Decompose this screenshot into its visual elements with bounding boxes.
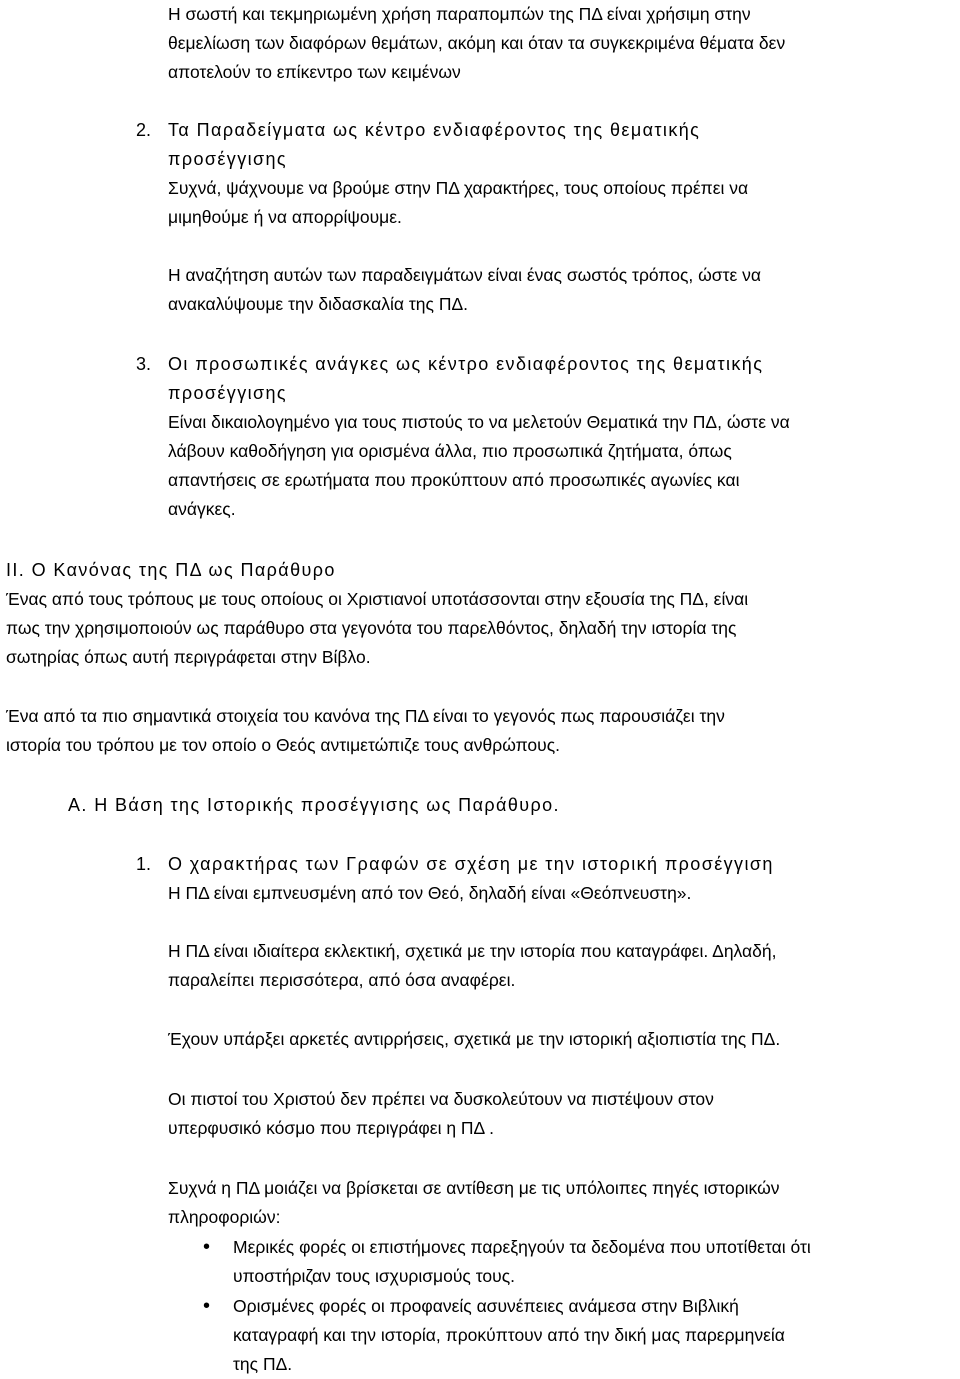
paragraph-line: Έχουν υπάρξει αρκετές αντιρρήσεις, σχετικά με την ιστορική αξιοπιστία της ΠΔ.: [168, 1029, 781, 1049]
intro-line: θεμελίωση των διαφόρων θεμάτων, ακόμη και όταν τα συγκεκριμένα θέματα δεν: [168, 33, 786, 53]
paragraph-line: Η αναζήτηση αυτών των παραδειγμάτων είναι ένας σωστός τρόπος, ώστε να: [168, 265, 762, 285]
item-heading: προσέγγισης: [168, 383, 287, 403]
list-number: 2.: [136, 120, 152, 140]
paragraph-line: Συχνά η ΠΔ μοιάζει να βρίσκεται σε αντίθεση με τις υπόλοιπες πηγές ιστορικών: [168, 1178, 780, 1198]
intro-line: αποτελούν το επίκεντρο των κειμένων: [168, 62, 461, 82]
list-item-line: υποστήριζαν τους ισχυρισμούς τους.: [233, 1266, 515, 1286]
paragraph-line: ανάγκες.: [168, 499, 236, 519]
paragraph-line: Οι πιστοί του Χριστού δεν πρέπει να δυσκολεύτουν να πιστέψουν στον: [168, 1089, 714, 1109]
list-item-line: Ορισμένες φορές οι προφανείς ασυνέπειες ανάμεσα στην Βιβλική: [233, 1296, 739, 1316]
section-heading: ΙΙ. Ο Κανόνας της ΠΔ ως Παράθυρο: [6, 560, 336, 580]
item-heading: προσέγγισης: [168, 149, 287, 169]
subsection-heading: Α. Η Βάση της Ιστορικής προσέγγισης ως Παράθυρο.: [68, 795, 560, 815]
paragraph-line: μιμηθούμε ή να απορρίψουμε.: [168, 207, 402, 227]
paragraph-line: πως την χρησιμοποιούν ως παράθυρο στα γεγονότα του παρελθόντος, δηλαδή την ιστορία της: [6, 618, 737, 638]
paragraph-line: ιστορία του τρόπου με τον οποίο ο Θεός αντιμετώπιζε τους ανθρώπους.: [6, 735, 561, 755]
paragraph-line: σωτηρίας όπως αυτή περιγράφεται στην Βίβλο.: [6, 647, 371, 667]
paragraph-line: Ένας από τους τρόπους με τους οποίους οι Χριστιανοί υποτάσσονται στην εξουσία της ΠΔ, είναι: [6, 589, 749, 609]
paragraph-line: ανακαλύψουμε την διδασκαλία της ΠΔ.: [168, 294, 469, 314]
paragraph-line: Η ΠΔ είναι εμπνευσμένη από τον Θεό, δηλαδή είναι «Θεόπνευστη».: [168, 883, 692, 903]
list-number: 3.: [136, 354, 152, 374]
bullet-glyph: •: [203, 1236, 211, 1258]
list-item-line: της ΠΔ.: [233, 1354, 293, 1374]
item-heading: Ο χαρακτήρας των Γραφών σε σχέση με την ιστορική προσέγγιση: [168, 854, 774, 874]
item-heading: Οι προσωπικές ανάγκες ως κέντρο ενδιαφέροντος της θεματικής: [168, 354, 764, 374]
list-item-line: Μερικές φορές οι επιστήμονες παρεξηγούν τα δεδομένα που υποτίθεται ότι: [233, 1237, 811, 1257]
paragraph-line: λάβουν καθοδήγηση για ορισμένα άλλα, πιο προσωπικά ζητήματα, όπως: [168, 441, 732, 461]
paragraph-line: Η ΠΔ είναι ιδιαίτερα εκλεκτική, σχετικά με την ιστορία που καταγράφει. Δηλαδή,: [168, 941, 777, 961]
paragraph-line: Είναι δικαιολογημένο για τους πιστούς το να μελετούν Θεματικά την ΠΔ, ώστε να: [168, 412, 790, 432]
paragraph-line: πληροφοριών:: [168, 1207, 281, 1227]
paragraph-line: υπερφυσικό κόσμο που περιγράφει η ΠΔ .: [168, 1118, 494, 1138]
paragraph-line: παραλείπει περισσότερα, από όσα αναφέρει.: [168, 970, 516, 990]
paragraph-line: απαντήσεις σε ερωτήματα που προκύπτουν από προσωπικές αγωνίες και: [168, 470, 740, 490]
paragraph-line: Ένα από τα πιο σημαντικά στοιχεία του κανόνα της ΠΔ είναι το γεγονός πως παρουσιάζει την: [6, 706, 725, 726]
list-number: 1.: [136, 854, 152, 874]
intro-line: Η σωστή και τεκμηριωμένη χρήση παραπομπών της ΠΔ είναι χρήσιμη στην: [168, 4, 751, 24]
bullet-glyph: •: [203, 1295, 211, 1317]
item-heading: Τα Παραδείγματα ως κέντρο ενδιαφέροντος της θεματικής: [168, 120, 701, 140]
paragraph-line: Συχνά, ψάχνουμε να βρούμε στην ΠΔ χαρακτήρες, τους οποίους πρέπει να: [168, 178, 749, 198]
list-item-line: καταγραφή και την ιστορία, προκύπτουν από την δική μας παρερμηνεία: [233, 1325, 785, 1345]
